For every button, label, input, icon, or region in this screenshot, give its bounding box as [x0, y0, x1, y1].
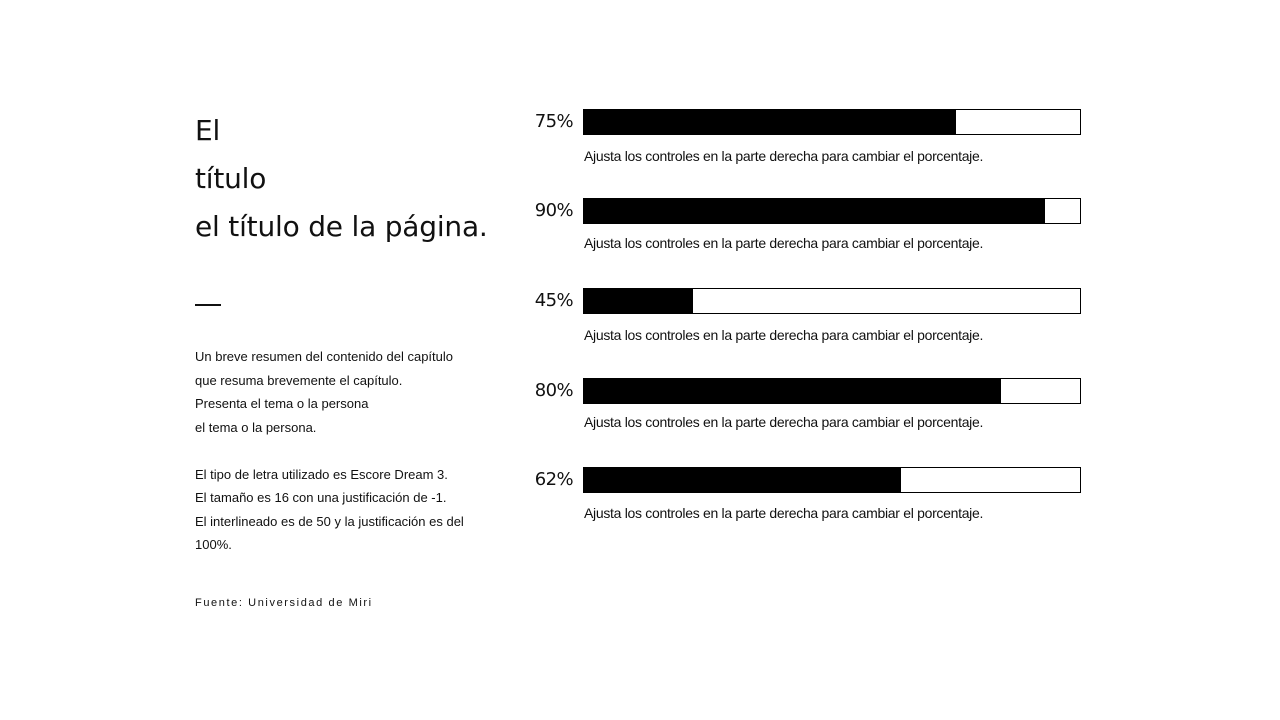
- font-info-line: 100%.: [195, 537, 232, 552]
- page-title-line-2: título: [195, 162, 267, 195]
- progress-bar[interactable]: [583, 288, 1081, 314]
- page-title-line-1: El: [195, 114, 221, 147]
- progress-percent-label: 75%: [534, 111, 573, 132]
- font-info-line: El tipo de letra utilizado es Escore Dream 3.: [195, 466, 448, 482]
- source-note: Fuente: Universidad de Miri: [195, 597, 373, 609]
- progress-bar-fill: [584, 199, 1045, 223]
- progress-row: [520, 467, 1100, 537]
- progress-caption: Ajusta los controles en la parte derecha para cambiar el porcentaje.: [584, 327, 984, 343]
- progress-bar[interactable]: [583, 109, 1081, 135]
- progress-row: [520, 198, 1100, 268]
- progress-row: [520, 288, 1100, 358]
- progress-bar[interactable]: [583, 378, 1081, 404]
- progress-bar-fill: [584, 379, 1001, 403]
- progress-percent-label: 62%: [534, 469, 573, 490]
- page-title: [195, 107, 515, 251]
- summary-line: Presenta el tema o la persona: [195, 396, 369, 411]
- progress-bar-fill: [584, 468, 901, 492]
- page-title-line-3: el título de la página.: [195, 210, 488, 243]
- progress-caption: Ajusta los controles en la parte derecha para cambiar el porcentaje.: [584, 235, 984, 251]
- summary-line: que resuma brevemente el capítulo.: [195, 372, 403, 388]
- font-info-line: El interlineado es de 50 y la justificación es del: [195, 513, 464, 529]
- progress-caption: Ajusta los controles en la parte derecha para cambiar el porcentaje.: [584, 148, 984, 164]
- title-divider: [195, 304, 221, 306]
- progress-bar[interactable]: [583, 198, 1081, 224]
- progress-caption: Ajusta los controles en la parte derecha para cambiar el porcentaje.: [584, 505, 984, 521]
- summary-line: el tema o la persona.: [195, 419, 317, 435]
- summary-spacer: [195, 439, 495, 463]
- progress-bar[interactable]: [583, 467, 1081, 493]
- summary-line: Un breve resumen del contenido del capítulo: [195, 349, 453, 364]
- font-info-line: El tamaño es 16 con una justificación de -1.: [195, 490, 447, 505]
- progress-percent-label: 80%: [534, 380, 573, 401]
- progress-percent-label: 90%: [534, 200, 573, 221]
- progress-bar-fill: [584, 110, 956, 134]
- progress-percent-label: 45%: [534, 290, 573, 311]
- progress-row: [520, 378, 1100, 448]
- chapter-summary: [195, 345, 495, 557]
- progress-caption: Ajusta los controles en la parte derecha para cambiar el porcentaje.: [584, 414, 984, 430]
- progress-bar-fill: [584, 289, 693, 313]
- progress-row: [520, 109, 1100, 179]
